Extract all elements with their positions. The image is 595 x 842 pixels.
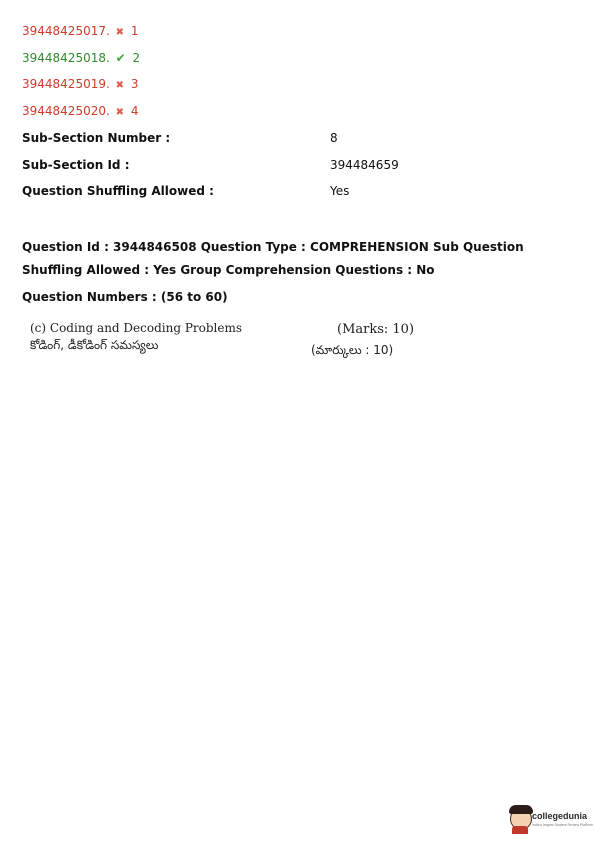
question-shuffling-value: Yes [330, 184, 350, 198]
option-row [22, 77, 138, 93]
option-row [22, 24, 138, 40]
marks-telugu: (మార్కులు : 10) [311, 343, 394, 357]
option-row [22, 104, 138, 120]
subsection-id-label: Sub-Section Id : [22, 158, 130, 172]
cross-icon: ✖ [115, 107, 125, 118]
check-icon: ✔ [115, 51, 126, 65]
cross-icon: ✖ [115, 27, 125, 38]
subsection-id-value: 394484659 [330, 158, 399, 172]
question-header: Question Id : 3944846508 Question Type : COMPREHENSION Sub Question Shuffling Allowed : Yes Group Comprehension Questions : No [22, 240, 524, 277]
question-shuffling-label: Question Shuffling Allowed : [22, 184, 214, 198]
option-number: 1 [130, 24, 139, 38]
option-number: 2 [132, 51, 141, 65]
option-number: 3 [130, 77, 139, 91]
cross-icon: ✖ [115, 80, 125, 91]
section-title-english: (c) Coding and Decoding Problems [30, 321, 243, 335]
option-id: 39448425017. [22, 24, 110, 38]
option-number: 4 [130, 104, 139, 118]
mascot-shirt [512, 826, 528, 834]
option-id: 39448425020. [22, 104, 110, 118]
option-row [22, 51, 140, 65]
subsection-number-label: Sub-Section Number : [22, 131, 171, 145]
question-numbers: Question Numbers : (56 to 60) [22, 290, 228, 304]
mascot-hair [509, 805, 533, 814]
option-id: 39448425019. [22, 77, 110, 91]
logo-wordmark: collegedunia [532, 811, 588, 821]
marks-english: (Marks: 10) [337, 322, 415, 337]
option-id: 39448425018. [22, 51, 110, 65]
subsection-number-value: 8 [330, 131, 338, 145]
logo-tagline: India's largest Student Review Platform [532, 823, 593, 827]
section-title-telugu: కోడింగ్, డీకోడింగ్ సమస్యలు [30, 338, 159, 352]
collegedunia-logo [508, 805, 592, 835]
